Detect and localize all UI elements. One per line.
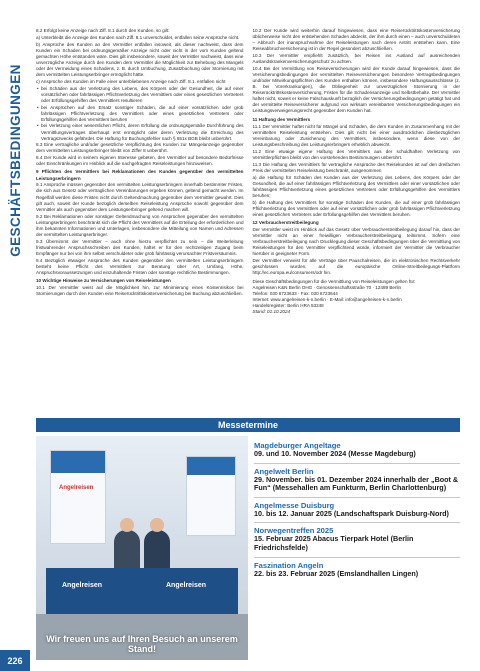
- contact-line: Handelsregister: Berlin HRA 53248: [252, 303, 324, 309]
- booth-counter: [46, 568, 238, 614]
- paragraph: 10.1 Der Vermittler weist auf die Möglichkeit hin, zur Minimierung eines Kostenrisikos bei Stornierungen durch den Kunden eine Reiserücktrittskostenversicherung bei Buchung abzuschließen.: [36, 284, 244, 296]
- sidebar-section-title: [4, 60, 26, 260]
- fair-item: [254, 558, 460, 583]
- booth-banner-logo: Angelreisen: [59, 485, 94, 491]
- fair-item: [254, 523, 460, 557]
- fair-list: [254, 438, 460, 582]
- paragraph: 11.3 Die Haftung des Vermittlers für vertragliche Ansprüche des Reisekunden ist auf den dreifachen Preis der vermittelten Reiseleistung beschränkt, ausgenommen: [252, 161, 460, 173]
- counter-logo: Angelreisen: [62, 582, 103, 589]
- fair-date: 09. und 10. November 2024 (Messe Magdeburg): [254, 449, 416, 458]
- bullet-list: [41, 86, 244, 142]
- paragraph: 11.2 Eine etwaige eigene Haftung des Vermittlers aus der schuldhaften Verletzung von Vermittlerpflichten bleibt von den vorstehenden Bestimmungen unberührt.: [252, 148, 460, 160]
- paragraph: Der Vermittler verweist für alle Verträge über Pauschalreisen, die im elektronischen Rechtsverkehr geschlossen wurden, auf die europäische Online-Streitbeilegungs-Plattform http://ec.europa.eu/consumers/odr hin.: [252, 258, 460, 276]
- paragraph: a) die Haftung für Schäden des Kunden aus der Verletzung des Lebens, des Körpers oder der Gesundheit, die auf einer fahrlässigen Pflichtverletzung des Vermittlers oder einer vorsätzlichen oder fahrlässigen Pflichtverletzung eines gesetzlichen Vertreters oder Erfüllungsgehilfen des Vermittlers beruhen;: [252, 174, 460, 198]
- paragraph: c) Ansprüche des Kunden im Falle einer unterbliebenen Anzeige nach Ziff. 8.1. entfallen nicht: [36, 79, 226, 85]
- section-heading: 9 Pflichten des Vermittlers bei Reklamationen des Kunden gegenüber den vermittelten Leistungserbringern: [36, 169, 244, 181]
- fair-date: 22. bis 23. Februar 2025 (Emslandhallen Lingen): [254, 568, 419, 578]
- photo-caption: Wir freuen uns auf Ihren Besuch an unserem Stand!: [46, 634, 238, 654]
- paragraph: 8.2 Erfolgt keine Anzeige nach Ziff. 8.1 durch den Kunden, so gilt:: [36, 28, 170, 33]
- booth-banner-left: [50, 450, 106, 544]
- fair-item: [254, 464, 460, 498]
- booth-person-head: [150, 518, 164, 532]
- fair-name: Angelwelt Berlin: [254, 466, 314, 476]
- paragraph: 8.3 Eine vertragliche und/oder gesetzliche Verpflichtung des Kunden zur Mängelanzeige gegenüber dem vermittelten Leistungserbringer bleibt von Ziffer 8 unberührt.: [36, 142, 244, 154]
- paragraph: 11.1 Der Vermittler haftet nicht für Mängel und Schäden, die dem Kunden im Zusammenhang mit der vermittelten Reiseleistung entstehen. Dies gilt nicht bei einer ausdrücklichen diesbezüglichen Vereinbarung oder Zusicherung des Vermittlers, insbesondere, wenn diese von der Leistungsbeschreibung des Leistungserbringers erheblich abweicht.: [252, 123, 460, 147]
- paragraph: 10.4 Bei der Vermittlung von Reiseversicherungen wird der Kunde darauf hingewiesen, dass die Versicherungsbedingungen der vermittelten Reiseversicherungen besondere Vertragsbedingungen und/oder Mitwirkungspflichten des Kunden enthalten können, insbesondere Haftungsausschlüsse (z. B. bei Vorerkrankungen), die Obliegenheit zur unverzüglichen Stornierung in der Reiserücktrittskostenversicherung, Fristen für die Schadensanzeige und Selbstbehalte. Der Vermittler haftet nicht, soweit er keine Falschauskunft bezüglich der Versicherungsbedingungen getätigt hat und der vermittelte Reiseversicherer aufgrund von wirksam vereinbarten Versicherungsbedingungen ein Leistungsverweigerungsrecht gegenüber dem Kunden hat.: [252, 66, 460, 114]
- paragraph: 9.3 Übernimmt der Vermittler – auch ohne hierzu verpflichtet zu sein – die Weiterleitung fristwahrender Anspruchsschreiben des Kunden, haftet er für den rechtzeitigen Zugang beim Empfänger nur bei von ihm selbst verschuldeter oder grob fahrlässig verursachter Fristversäumnis.: [36, 238, 244, 256]
- page-number-text: 226: [7, 655, 23, 666]
- page-number: [0, 650, 30, 671]
- paragraph: 8.4 Der Kunde wird in seinem eigenen Interesse gebeten, den Vermittler auf besondere Bedürfnisse oder Einschränkungen im Hinblick auf die nachgefragten Reiseleistungen hinzuweisen.: [36, 155, 244, 167]
- paragraph: b) die Haftung des Vermittlers für sonstige Schäden des Kunden, die auf einer grob fahrlässigen Pflichtverletzung des Vermittlers oder auf einer vorsätzlichen oder grob fahrlässigen Pflichtverletzung eines gesetzlichen Vertreters oder Erfüllungsgehilfen des Vermittlers beruhen.: [252, 199, 460, 217]
- booth-person-head: [120, 518, 134, 532]
- fair-item: [254, 498, 460, 524]
- terms-column-right-body: [253, 28, 461, 276]
- fair-date: 10. bis 12. Januar 2025 (Landschaftspark Duisburg-Nord): [254, 508, 449, 518]
- paragraph: b) Ansprüche des Kunden an den Vermittler entfallen insoweit, als dieser nachweist, dass dem Kunden ein Schaden bei ordnungsgemäßer Anzeige nicht oder nicht in der vom Kunden geltend gemachten Höhe entstanden wäre. Dies gilt insbesondere, soweit der Vermittler nachweist, dass eine unverzügliche Anzeige durch den Kunden dem Vermittler die Möglichkeit zur Behebung des Mangels oder der Vermeidung eines Schadens, z. B. durch Umbuchung, Zusatzbuchung oder Stornierung mit dem vermittelten Leistungserbringer ermöglicht hätte.: [36, 41, 244, 78]
- messe-header-bar: [36, 418, 460, 432]
- list-item: • bei Schäden aus der Verletzung des Lebens, des Körpers oder der Gesundheit, die auf einer vorsätzlichen oder fahrlässigen Pflichtverletzung des Vermittlers oder eines gesetzlichen Vertreters oder Erfüllungsgehilfen des Vermittlers resultieren: [41, 86, 244, 104]
- contact-line: Telefon: 030 6723633 · Fax: 030 6723644: [252, 291, 338, 297]
- terms-column-right: [253, 28, 461, 416]
- terms-column-left: [36, 28, 244, 416]
- paragraph: 9.4 Bezüglich etwaiger Ansprüche des Kunden gegenüber den vermittelten Leistungserbringern besteht keine Pflicht des Vermittlers zur Beratung über Art, Umfang, Höhe, Anspruchsvoraussetzungen und einzuhaltende Fristen oder sonstige rechtliche Bestimmungen.: [36, 257, 244, 275]
- section-heading: 12 Verbraucherstreitbeilegung: [252, 220, 319, 226]
- fair-name: Faszination Angeln: [254, 560, 324, 570]
- fair-item: [254, 438, 460, 464]
- paragraph: Der Vermittler weist im Hinblick auf das Gesetz über Verbraucherstreitbeilegung darauf hin, dass der Vermittler nicht an einer freiwilligen Verbraucherstreitbeilegung teilnimmt. Sofern eine Verbraucherstreitbeilegung nach Drucklegung dieser Geschäftsbedingungen über die Vermittlung von Reiseleistungen für den Vermittler verpflichtend würde, informiert der Vermittler die Verbraucher hierüber in geeigneter Form.: [252, 226, 460, 257]
- terms-text-area: [36, 28, 460, 416]
- fair-name: Angelmesse Duisburg: [254, 500, 335, 510]
- fair-date: 15. Februar 2025 Abacus Tierpark Hotel (Berlin Friedrichsfelde): [254, 534, 414, 552]
- paragraph: a) Unterbleibt die Anzeige des Kunden nach Ziff. 8.1 unverschuldet, entfallen seine Ansprüche nicht.: [36, 34, 240, 40]
- section-heading: 10 Wichtige Hinweise zu Versicherungen von Reiseleistungen: [36, 278, 171, 283]
- contact-block: [253, 279, 461, 315]
- section-heading: 11 Haftung des Vermittlers: [252, 116, 311, 122]
- list-item: • bei Verletzung einer wesentlichen Pflicht, deren Erfüllung die ordnungsgemäße Durchführung des Vermittlungsvertrages überhaupt erst ermöglicht oder deren Verletzung die Erreichung des Vertragszwecks gefährdet. Die Haftung für Buchungsfehler nach § 651x BGB bleibt unberührt.: [41, 123, 244, 141]
- fair-name: Magdeburger Angeltage: [254, 441, 341, 450]
- counter-logo: Angelreisen: [166, 582, 207, 589]
- contact-line: Angelreisen K&N Berlin OHG · Genossenschaftsstraße 70 · 12489 Berlin: [252, 285, 402, 291]
- paragraph: 9.2 Bei Reklamationen oder sonstiger Geltendmachung von Ansprüchen gegenüber den vermittelten Leistungserbringern beschränkt sich die Pflicht des Vermittlers auf die Erteilung der erforderlichen und ihm bekannten Informationen und Unterlagen, insbesondere die Mitteilung von Namen und Adressen der vermittelten Leistungserbringer.: [36, 213, 244, 237]
- booth-banner-right: [186, 456, 236, 536]
- contact-line: Diese Geschäftsbedingungen für die Vermittlung von Reiseleistungen gelten für:: [252, 279, 416, 285]
- paragraph: 10.3 Der Vermittler empfiehlt zusätzlich, bei Reisen ins Ausland auf ausreichenden Auslandskrankenversicherungsschutz zu achten.: [252, 53, 460, 65]
- fair-date: 29. November. bis 01. Dezember 2024 innerhalb der „Boot & Fun“ (Messehallen am Funkturm, Berlin Charlottenburg): [254, 474, 459, 493]
- contact-line: Internet: www.angelreisen-k-n.berlin · E-Mail: info@angelreisen-k-n.berlin: [252, 297, 402, 303]
- contact-line: Stand: 01.10.2024: [252, 309, 291, 315]
- messe-title: Messetermine: [217, 420, 279, 430]
- fair-name: Norwegentreffen 2025: [254, 526, 334, 536]
- paragraph: 10.2 Der Kunde wird weiterhin darauf hingewiesen, dass eine Reiserücktrittskostenversicherung üblicherweise nicht den entstehenden Schaden abdeckt, der ihm durch einen – auch unverschuldeten – Abbruch der inanspruchnahme der Reiseleistungen nach deren Antritt entstehen kann. Eine Reiseabbruchversicherung ist in der Regel gesondert abzuschließen.: [252, 28, 460, 52]
- booth-photo: [36, 436, 248, 660]
- section-title-text: GESCHÄFTSBEDINGUNGEN: [7, 63, 23, 257]
- list-item: • bei Ansprüchen auf den Ersatz sonstiger Schäden, die auf einer vorsätzlichen oder grob fahrlässigen Pflichtverletzung des Vermittlers oder eines gesetzlichen Vertreters oder Erfüllungsgehilfen des Vermittlers beruhen: [41, 105, 244, 123]
- paragraph: 9.1 Ansprüche müssen gegenüber den vermittelten Leistungserbringern innerhalb bestimmter Fristen, die sich aus Gesetz oder vertraglichen Vereinbarungen ergeben können, geltend gemacht werden. Im Regelfall werden diese Fristen nicht durch Geltendmachung gegenüber dem Vermittler gewahrt. Dies gilt auch, soweit der Kunde bezüglich derselben Reiseleistung Ansprüche sowohl gegenüber dem Vermittler als auch gegenüber dem Leistungserbringer geltend machen will.: [36, 182, 244, 212]
